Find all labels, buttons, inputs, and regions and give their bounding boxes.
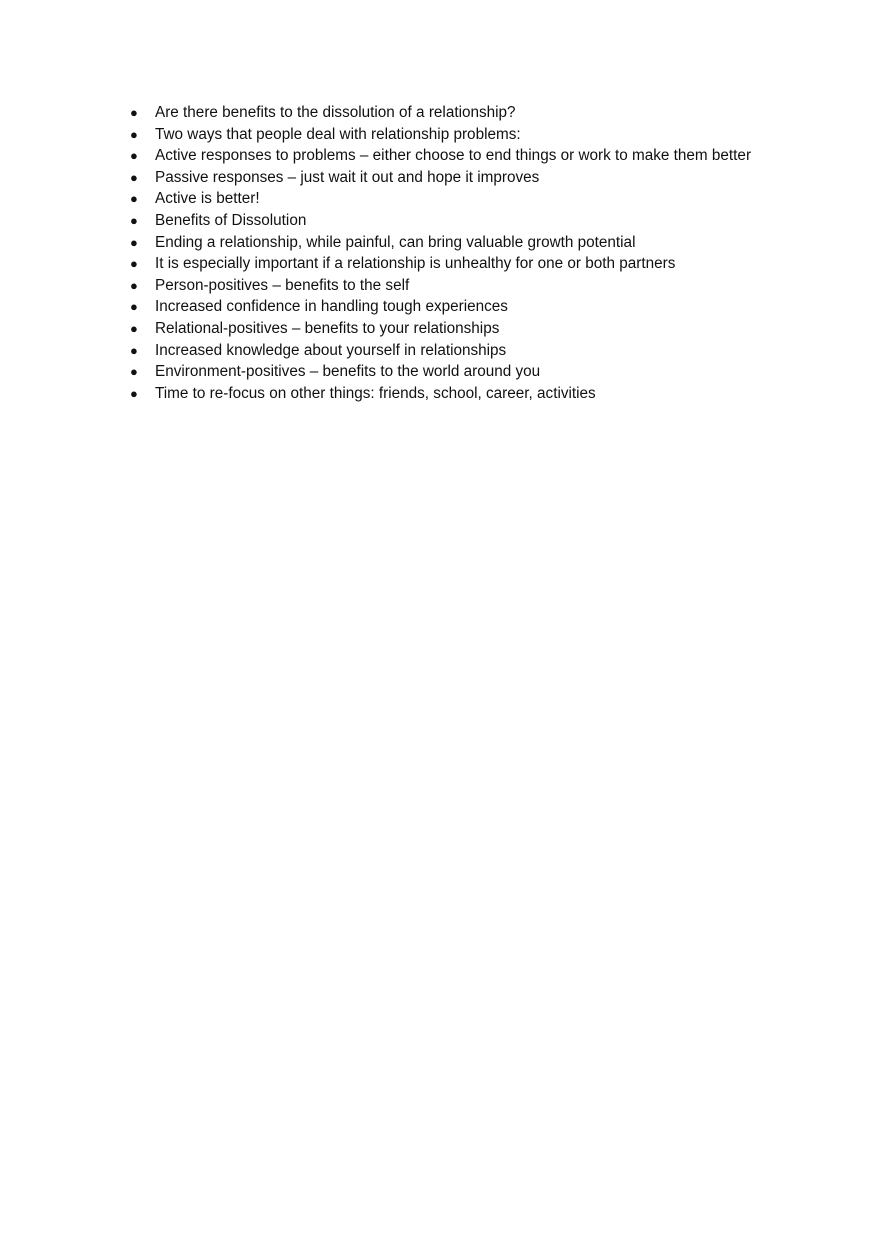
bullet-icon: ●: [130, 234, 138, 250]
bullet-icon: ●: [130, 364, 138, 380]
list-item-text: Passive responses – just wait it out and hope it improves: [155, 168, 540, 186]
list-item: [126, 188, 846, 210]
list-item: [126, 361, 846, 383]
bullet-icon: ●: [130, 277, 138, 293]
list-item-text: Two ways that people deal with relationship problems:: [155, 125, 521, 143]
bullet-icon: ●: [130, 256, 138, 272]
list-item: [126, 253, 846, 275]
bullet-list: [126, 102, 846, 404]
list-item: [126, 296, 846, 318]
list-item-text: Time to re-focus on other things: friends, school, career, activities: [155, 384, 596, 402]
bullet-icon: ●: [130, 212, 138, 228]
list-item: [126, 232, 846, 254]
list-item: [126, 275, 846, 297]
list-item: [126, 167, 846, 189]
bullet-icon: ●: [130, 320, 138, 336]
bullet-icon: ●: [130, 342, 138, 358]
list-item: [126, 383, 846, 405]
bullet-icon: ●: [130, 191, 138, 207]
list-item-text: Person-positives – benefits to the self: [155, 276, 410, 294]
list-item: [126, 124, 846, 146]
list-item: [126, 318, 846, 340]
list-item-text: Increased confidence in handling tough experiences: [155, 298, 508, 316]
bullet-icon: ●: [130, 299, 138, 315]
list-item-text: Active is better!: [155, 190, 260, 208]
list-item: [126, 210, 846, 232]
bullet-icon: ●: [130, 385, 138, 401]
list-item-text: Relational-positives – benefits to your relationships: [155, 319, 500, 337]
list-item-text: Are there benefits to the dissolution of a relationship?: [155, 104, 516, 121]
list-item: [126, 340, 846, 362]
list-item-text: Increased knowledge about yourself in relationships: [155, 341, 507, 359]
bullet-icon: ●: [130, 148, 138, 164]
list-item-text: Ending a relationship, while painful, can bring valuable growth potential: [155, 233, 636, 251]
list-item-text: Benefits of Dissolution: [155, 211, 307, 229]
bullet-icon: ●: [130, 105, 138, 120]
list-item-text: It is especially important if a relationship is unhealthy for one or both partners: [155, 255, 676, 273]
bullet-icon: ●: [130, 169, 138, 185]
list-item: [126, 102, 846, 124]
list-item: [126, 145, 846, 167]
list-item-text: Environment-positives – benefits to the world around you: [155, 363, 541, 381]
list-item-text: Active responses to problems – either choose to end things or work to make them better: [155, 147, 752, 165]
bullet-icon: ●: [130, 126, 138, 142]
